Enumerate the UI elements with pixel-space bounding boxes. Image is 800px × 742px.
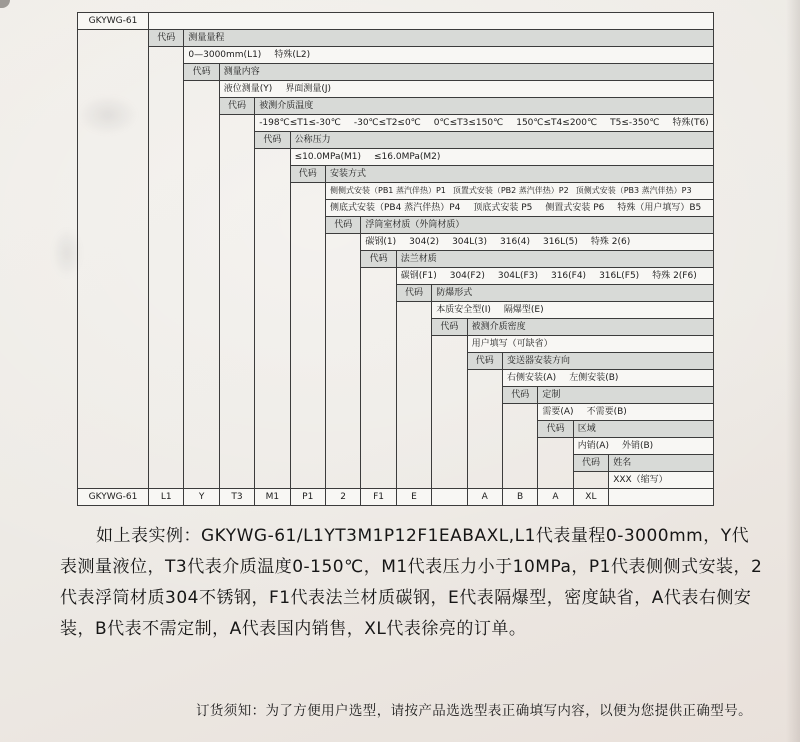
option: 特殊 2(F6) (652, 271, 697, 281)
selected-code: 2 (326, 489, 361, 505)
code-label: 代码 (538, 421, 573, 437)
parameter-name: 区域 (577, 424, 596, 434)
table-gridline (77, 29, 78, 489)
option-cell (291, 149, 713, 165)
option: 需要(A) (542, 407, 574, 417)
option: 不需要(B) (586, 407, 627, 417)
option-cell (538, 404, 713, 420)
table-row (290, 148, 714, 166)
table-gridline (360, 267, 361, 489)
option: T5≤-350℃ (610, 118, 660, 128)
scan-edge-shade (786, 0, 800, 742)
option: 用户填写（可缺省） (471, 339, 553, 349)
selected-code: L1 (149, 489, 184, 505)
option: 顶置式安装（PB2 蒸汽伴热）P2 (452, 186, 569, 195)
option: ≤16.0MPa(M2) (374, 152, 441, 162)
table-gridline (573, 471, 574, 489)
table-row (219, 97, 714, 115)
option: 316(4) (500, 237, 530, 247)
option: 316L(F5) (599, 271, 640, 281)
table-row (396, 267, 714, 285)
code-label: 代码 (574, 455, 609, 471)
option: 0—3000mm(L1) (188, 50, 262, 60)
option: 150℃≤T4≤200℃ (516, 118, 598, 128)
option: 侧置式安装 P6 (545, 203, 605, 213)
table-row (537, 420, 714, 438)
table-row (325, 182, 714, 200)
option-cell (397, 268, 713, 284)
table-row (467, 352, 714, 370)
table-row (325, 199, 714, 217)
table-row (502, 386, 714, 404)
option: 碳钢(1) (365, 237, 397, 247)
parameter-name: 公称压力 (294, 135, 331, 145)
parameter-name: 浮筒室材质（外筒材质） (365, 220, 465, 230)
table-row (573, 437, 714, 455)
option: 本质安全型(I) (436, 305, 491, 315)
selected-code: E (397, 489, 432, 505)
table-row (77, 488, 714, 506)
option-cell (432, 302, 713, 318)
selected-code: T3 (220, 489, 255, 505)
selected-code: B (503, 489, 538, 505)
table-gridline (325, 233, 326, 489)
table-row (608, 471, 714, 489)
code-label: 代码 (220, 98, 255, 114)
option: 0℃≤T3≤150℃ (433, 118, 504, 128)
option: ≤10.0MPa(M1) (294, 152, 361, 162)
model-code: GKYWG-61 (78, 13, 149, 29)
option-cell (220, 81, 713, 97)
option: 侧侧式安装（PB1 蒸汽伴热）P1 (330, 186, 446, 195)
selected-code: P1 (291, 489, 326, 505)
option: 右侧安装(A) (507, 373, 557, 383)
table-row (219, 80, 714, 98)
table-row (325, 216, 714, 234)
selected-code: F1 (361, 489, 396, 505)
selected-code (609, 489, 713, 505)
option-cell (184, 47, 713, 63)
table-row (573, 454, 714, 472)
option: 304L(F3) (497, 271, 538, 281)
table-gridline (396, 301, 397, 489)
code-label: 代码 (361, 251, 396, 267)
option: 316(F4) (550, 271, 587, 281)
parameter-name: 姓名 (613, 458, 632, 468)
table-row (254, 131, 714, 149)
parameter-name: 被测介质密度 (471, 322, 526, 332)
option-cell (326, 200, 713, 216)
option-cell (503, 370, 713, 386)
table-row (396, 284, 714, 302)
table-row (502, 369, 714, 387)
code-label: 代码 (149, 30, 184, 46)
table-row (148, 29, 714, 47)
option: 碳钢(F1) (400, 271, 437, 281)
model-code: GKYWG-61 (78, 489, 149, 505)
code-label: 代码 (255, 132, 290, 148)
parameter-name: 测量内容 (223, 67, 260, 77)
option: 外销(B) (621, 441, 654, 451)
selected-code: XL (574, 489, 609, 505)
selected-code: Y (184, 489, 219, 505)
table-gridline (183, 80, 184, 489)
parameter-name: 定制 (542, 390, 561, 400)
table-gridline (290, 182, 291, 489)
table-gridline (502, 403, 503, 489)
table-row (183, 63, 714, 81)
selected-code: A (538, 489, 573, 505)
option: 304(F2) (449, 271, 485, 281)
table-row (77, 12, 714, 30)
code-label: 代码 (326, 217, 361, 233)
table-row (360, 233, 714, 251)
option: 顶侧式安装（PB3 蒸汽伴热）P3 (575, 186, 692, 195)
code-label: 代码 (503, 387, 538, 403)
selected-code (432, 489, 467, 505)
table-row (290, 165, 714, 183)
table-row (467, 335, 714, 353)
option: 304L(3) (452, 237, 488, 247)
option-cell (326, 183, 713, 199)
scan-corner-mark (0, 0, 10, 8)
option: 顶底式安装 P5 (473, 203, 533, 213)
table-gridline (148, 46, 149, 489)
code-label: 代码 (432, 319, 467, 335)
option: 304(2) (409, 237, 440, 247)
option: 特殊(T6) (672, 118, 709, 128)
parameter-name: 安装方式 (329, 169, 366, 179)
option: 内销(A) (577, 441, 609, 451)
option-cell (361, 234, 713, 250)
option: 特殊(L2) (274, 50, 311, 60)
option: 特殊 2(6) (590, 237, 631, 247)
parameter-name: 变送器安装方向 (506, 356, 570, 366)
table-gridline (467, 369, 468, 489)
table-row (254, 114, 714, 132)
option: 液位测量(Y) (223, 84, 273, 94)
parameter-name: 法兰材质 (400, 254, 437, 264)
table-gridline (219, 114, 220, 489)
order-note: 订货须知：为了方便用户选型，请按产品选选型表正确填写内容，以便为您提供正确型号。 (196, 703, 752, 719)
selected-code: M1 (255, 489, 290, 505)
option: 316L(5) (542, 237, 578, 247)
option-cell (468, 336, 713, 352)
option: XXX（缩写） (613, 475, 668, 485)
table-row (431, 301, 714, 319)
option: -30℃≤T2≤0℃ (353, 118, 421, 128)
selected-code: A (468, 489, 503, 505)
option: 界面测量(J) (285, 84, 332, 94)
code-label: 代码 (184, 64, 219, 80)
parameter-name: 测量量程 (188, 33, 225, 43)
example-paragraph: 如上表实例：GKYWG-61/L1YT3M1P12F1EABAXL,L1代表量程0-3000mm，Y代表测量液位，T3代表介质温度0-150℃，M1代表压力小于10MPa，P1代表侧侧式安装，2代表浮筒材质304不锈钢，F1代表法兰材质碳钢，E代表隔爆型，密度缺省，A代表右侧安装，B代表不需定制，A代表国内销售，XL代表徐亮的订单。 (60, 526, 763, 639)
table-gridline (254, 148, 255, 489)
model-selection-table (77, 12, 714, 506)
table-row (183, 46, 714, 64)
option-cell (574, 438, 713, 454)
option: -198℃≤T1≤-30℃ (259, 118, 341, 128)
table-row (537, 403, 714, 421)
table-gridline (537, 437, 538, 489)
table-row (431, 318, 714, 336)
parameter-name: 防爆形式 (436, 288, 473, 298)
option: 左侧安装(B) (569, 373, 619, 383)
code-label: 代码 (291, 166, 326, 182)
table-gridline (431, 335, 432, 489)
parameter-name: 被测介质温度 (259, 101, 314, 111)
option: 隔爆型(E) (503, 305, 544, 315)
table-row (360, 250, 714, 268)
code-label: 代码 (468, 353, 503, 369)
option: 侧底式安装（PB4 蒸汽伴热）P4 (330, 203, 461, 213)
option: 特殊（用户填写）B5 (617, 203, 702, 213)
option-cell (609, 472, 713, 488)
empty-cell (149, 13, 713, 29)
code-label: 代码 (397, 285, 432, 301)
option-cell (255, 115, 713, 131)
